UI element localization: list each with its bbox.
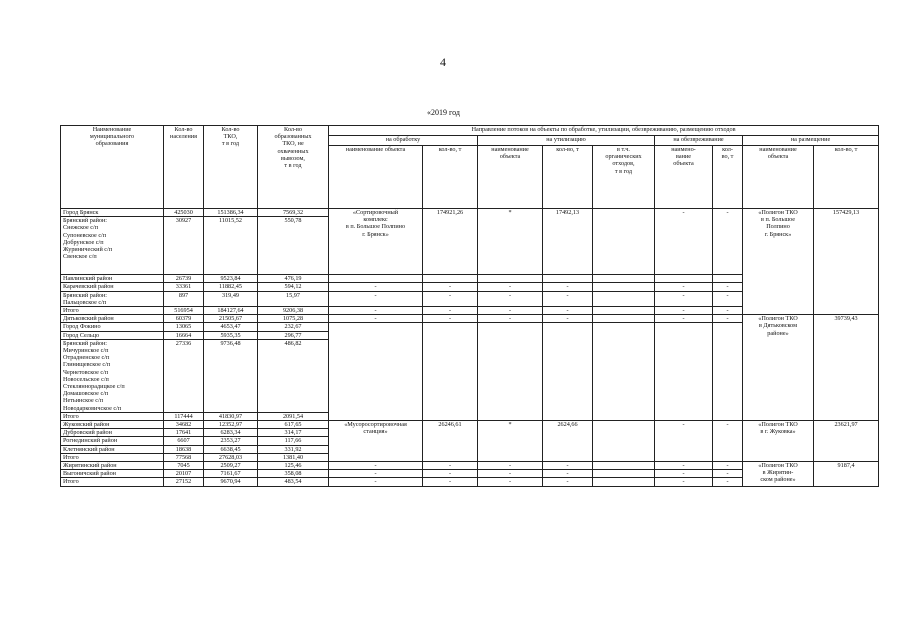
empty-cell <box>593 283 655 291</box>
empty-cell <box>593 307 655 315</box>
row-unc: 232,67 <box>258 323 329 331</box>
row-tko: 6283,34 <box>204 429 258 437</box>
sorting-station-qty: 26246,61 <box>423 421 478 462</box>
header-tko: Кол-во ТКО, т в год <box>204 126 258 209</box>
landfill-name: «Полигон ТКО в г. Жуковка» <box>743 421 814 462</box>
util-qty: 2624,66 <box>543 421 593 462</box>
dash: - <box>329 478 423 486</box>
empty-cell <box>593 470 655 478</box>
row-pop: 6607 <box>164 437 204 445</box>
dash: - <box>478 307 543 315</box>
row-tko: 5935,35 <box>204 331 258 339</box>
dash: - <box>478 315 543 323</box>
table-row <box>61 462 879 470</box>
row-tko: 7161,67 <box>204 470 258 478</box>
row-pop: 18638 <box>164 445 204 453</box>
dash: - <box>713 478 743 486</box>
dash: - <box>655 462 713 470</box>
table-row <box>61 209 879 217</box>
row-unc: 125,46 <box>258 462 329 470</box>
row-unc: 617,65 <box>258 421 329 429</box>
dash: - <box>478 462 543 470</box>
header-place-object: наименование объекта <box>743 146 814 209</box>
dash: - <box>423 470 478 478</box>
header-population: Кол-во населения <box>164 126 204 209</box>
row-pop: 117444 <box>164 412 204 420</box>
util-qty: 17492,13 <box>543 209 593 275</box>
table-row <box>61 421 879 429</box>
header-municipality: Наименование муниципального образования <box>61 126 164 209</box>
header-util-object: наименование объекта <box>478 146 543 209</box>
util-asterisk: * <box>478 209 543 275</box>
dash: - <box>478 478 543 486</box>
dash: - <box>713 307 743 315</box>
table-heading: «2019 год <box>427 108 460 117</box>
row-name: Дубровский район <box>61 429 164 437</box>
row-name: Клетнянский район <box>61 445 164 453</box>
empty-cell <box>329 275 423 283</box>
row-tko: 9670,94 <box>204 478 258 486</box>
dash: - <box>713 421 743 462</box>
dash: - <box>329 462 423 470</box>
empty-cell <box>713 275 743 283</box>
dash: - <box>423 291 478 306</box>
header-neutralization: на обезвреживание <box>655 136 743 146</box>
row-pop: 17641 <box>164 429 204 437</box>
row-pop: 60379 <box>164 315 204 323</box>
landfill-name: «Полигон ТКО в Дятьковском районе» <box>743 315 814 421</box>
row-tko: 2509,27 <box>204 462 258 470</box>
dash: - <box>423 283 478 291</box>
row-pop: 33361 <box>164 283 204 291</box>
row-unc: 314,17 <box>258 429 329 437</box>
row-name: Город Брянск <box>61 209 164 217</box>
header-qty: кол-во, т <box>423 146 478 209</box>
row-pop: 30927 <box>164 217 204 275</box>
row-name: Итого <box>61 478 164 486</box>
dash: - <box>329 307 423 315</box>
dash: - <box>655 421 713 462</box>
row-name: Итого <box>61 412 164 420</box>
row-pop: 27152 <box>164 478 204 486</box>
row-pop: 7045 <box>164 462 204 470</box>
page-number: 4 <box>440 55 446 69</box>
header-placement: на размещение <box>743 136 879 146</box>
row-name: Дятьковский район <box>61 315 164 323</box>
row-pop: 897 <box>164 291 204 306</box>
row-unc: 331,92 <box>258 445 329 453</box>
header-uncovered: Кол-во образованных ТКО, не охваченных вывозом, т в год <box>258 126 329 209</box>
row-pop: 20107 <box>164 470 204 478</box>
dash: - <box>713 315 743 323</box>
row-name: Жуковский район <box>61 421 164 429</box>
row-tko: 11882,45 <box>204 283 258 291</box>
row-name: Брянский район: Снежское с/п Супоневское с/п Добрунское с/п Журинический с/п Свенское с/п <box>61 217 164 275</box>
empty-cell <box>593 275 655 283</box>
waste-flow-table <box>60 125 879 487</box>
row-name: Город Сельцо <box>61 331 164 339</box>
row-pop: 26739 <box>164 275 204 283</box>
row-name: Брянский район: Мичуринское с/п Отрадненское с/п Глинищевское с/п Чернетовское с/п Новосельское с/п Стекляннорадицкое с/п Домашовское с/п Нетьинское с/п Новодарковичское с/п <box>61 339 164 412</box>
header-object-name: наименование объекта <box>329 146 423 209</box>
dash: - <box>543 470 593 478</box>
dash: - <box>713 462 743 470</box>
dash: - <box>423 478 478 486</box>
row-unc: 476,19 <box>258 275 329 283</box>
empty-cell <box>593 209 655 275</box>
dash: - <box>713 283 743 291</box>
dash: - <box>543 315 593 323</box>
row-unc: 1075,28 <box>258 315 329 323</box>
dash: - <box>655 283 713 291</box>
row-name: Выгоничский район <box>61 470 164 478</box>
dash: - <box>655 307 713 315</box>
dash: - <box>423 315 478 323</box>
empty-cell <box>655 275 713 283</box>
dash: - <box>713 291 743 306</box>
empty-cell <box>593 478 655 486</box>
row-name: Рогнединский район <box>61 437 164 445</box>
empty-cell <box>593 421 655 462</box>
row-tko: 12352,97 <box>204 421 258 429</box>
row-tko: 6638,45 <box>204 445 258 453</box>
row-tko: 319,49 <box>204 291 258 306</box>
landfill-qty: 39739,43 <box>814 315 879 421</box>
row-tko: 2353,27 <box>204 437 258 445</box>
row-unc: 358,08 <box>258 470 329 478</box>
header-row-1 <box>61 126 879 136</box>
dash: - <box>543 462 593 470</box>
row-name: Жирятинский район <box>61 462 164 470</box>
row-unc: 9206,38 <box>258 307 329 315</box>
empty-cell <box>593 291 655 306</box>
row-unc: 486,82 <box>258 339 329 412</box>
empty-cell <box>543 275 593 283</box>
dash: - <box>655 291 713 306</box>
dash: - <box>543 307 593 315</box>
sorting-complex-name: «Сортировочный комплекс в п. Большое Полпино г. Брянск» <box>329 209 423 275</box>
row-name: Брянский район: Пальцовское с/п <box>61 291 164 306</box>
row-name: Итого <box>61 453 164 461</box>
empty-cell <box>593 462 655 470</box>
empty-cell <box>423 323 478 421</box>
util-asterisk: * <box>478 421 543 462</box>
header-place-qty: кол-во, т <box>814 146 879 209</box>
dash: - <box>713 470 743 478</box>
sorting-complex-qty: 174921,26 <box>423 209 478 275</box>
dash: - <box>543 478 593 486</box>
row-unc: 483,54 <box>258 478 329 486</box>
row-pop: 16664 <box>164 331 204 339</box>
empty-cell <box>478 275 543 283</box>
header-organic: в т.ч. органических отходов, т в год <box>593 146 655 209</box>
row-pop: 425030 <box>164 209 204 217</box>
row-unc: 550,78 <box>258 217 329 275</box>
row-unc: 2091,54 <box>258 412 329 420</box>
row-pop: 34682 <box>164 421 204 429</box>
row-unc: 594,12 <box>258 283 329 291</box>
empty-cell <box>478 323 543 421</box>
header-flows: Направление потоков на объекты по обработке, утилизации, обезвреживанию, размещению отходов <box>329 126 879 136</box>
row-unc: 117,66 <box>258 437 329 445</box>
landfill-name: «Полигон ТКО в Жирятин- ском районе» <box>743 462 814 487</box>
row-unc: 15,97 <box>258 291 329 306</box>
row-name: Навлинский район <box>61 275 164 283</box>
dash: - <box>423 307 478 315</box>
row-tko: 151386,34 <box>204 209 258 217</box>
row-pop: 13065 <box>164 323 204 331</box>
dash: - <box>478 470 543 478</box>
dash: - <box>655 470 713 478</box>
dash: - <box>543 291 593 306</box>
header-neut-object: наимено- вание объекта <box>655 146 713 209</box>
row-tko: 184127,64 <box>204 307 258 315</box>
row-unc: 296,77 <box>258 331 329 339</box>
row-tko: 9523,84 <box>204 275 258 283</box>
dash: - <box>655 209 713 275</box>
dash: - <box>713 209 743 275</box>
dash: - <box>329 315 423 323</box>
row-tko: 11015,52 <box>204 217 258 275</box>
landfill-name: «Полигон ТКО в п. Большое Полпино г. Брянск» <box>743 209 814 315</box>
landfill-qty: 157429,13 <box>814 209 879 315</box>
row-unc: 1381,40 <box>258 453 329 461</box>
row-tko: 9736,48 <box>204 339 258 412</box>
empty-cell <box>543 323 593 421</box>
dash: - <box>478 291 543 306</box>
row-pop: 27336 <box>164 339 204 412</box>
row-tko: 4653,47 <box>204 323 258 331</box>
row-name: Итого <box>61 307 164 315</box>
sorting-station-name: «Мусоросортировочная станция» <box>329 421 423 462</box>
dash: - <box>329 283 423 291</box>
empty-cell <box>713 323 743 421</box>
row-tko: 41830,97 <box>204 412 258 420</box>
row-name: Карачевский район <box>61 283 164 291</box>
table-row <box>61 315 879 323</box>
dash: - <box>478 283 543 291</box>
dash: - <box>329 470 423 478</box>
header-utilization: на утилизацию <box>478 136 655 146</box>
dash: - <box>423 462 478 470</box>
dash: - <box>543 283 593 291</box>
landfill-qty: 9187,4 <box>814 462 879 487</box>
empty-cell <box>423 275 478 283</box>
empty-cell <box>593 315 655 323</box>
dash: - <box>329 291 423 306</box>
landfill-qty: 23621,97 <box>814 421 879 462</box>
header-util-qty: кол-во, т <box>543 146 593 209</box>
empty-cell <box>329 323 423 421</box>
dash: - <box>655 315 713 323</box>
dash: - <box>655 478 713 486</box>
header-processing: на обработку <box>329 136 478 146</box>
row-pop: 516954 <box>164 307 204 315</box>
row-pop: 77568 <box>164 453 204 461</box>
row-tko: 21505,67 <box>204 315 258 323</box>
row-tko: 27628,03 <box>204 453 258 461</box>
row-name: Город Фокино <box>61 323 164 331</box>
empty-cell <box>655 323 713 421</box>
header-neut-qty: кол- во, т <box>713 146 743 209</box>
empty-cell <box>593 323 655 421</box>
row-unc: 7569,32 <box>258 209 329 217</box>
